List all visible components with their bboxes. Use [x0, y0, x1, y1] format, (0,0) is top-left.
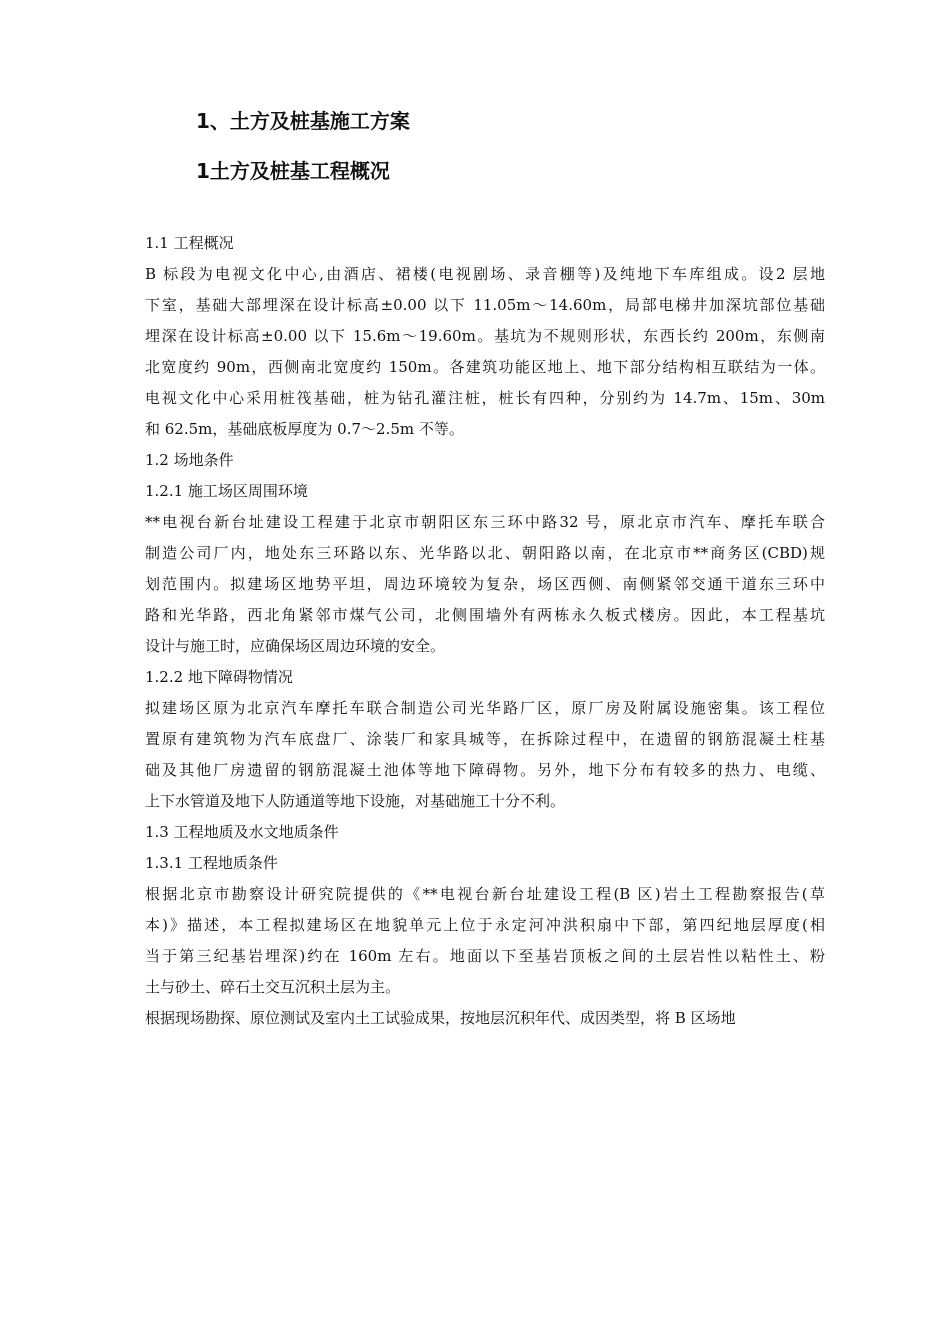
- paragraph-line: 上下水管道及地下人防通道等地下设施，对基础施工十分不利。: [145, 792, 566, 810]
- section-heading: 1.2 场地条件: [145, 451, 234, 469]
- paragraph-line: 拟建场区原为北京汽车摩托车联合制造公司光华路厂区，原厂房及附属设施密集。该工程位: [145, 699, 825, 717]
- paragraph-line: 埋深在设计标高±0.00 以下 15.6m～19.60m。基坑为不规则形状，东西长约 200m，东侧南: [145, 327, 825, 345]
- paragraph-line: 本)》描述，本工程拟建场区在地貌单元上位于永定河冲洪积扇中下部，第四纪地层厚度(相: [145, 916, 825, 934]
- paragraph-line: B 标段为电视文化中心,由酒店、裙楼(电视剧场、录音棚等)及纯地下车库组成。设2 层地: [145, 265, 825, 283]
- paragraph-line: 置原有建筑物为汽车底盘厂、涂装厂和家具城等，在拆除过程中，在遗留的钢筋混凝土柱基: [145, 730, 825, 748]
- paragraph-line: 础及其他厂房遗留的钢筋混凝土池体等地下障碍物。另外，地下分布有较多的热力、电缆、: [145, 761, 825, 779]
- paragraph: [145, 879, 825, 1003]
- paragraph-line: 根据现场勘探、原位测试及室内土工试验成果，按地层沉积年代、成因类型，将 B 区场地: [145, 1009, 736, 1027]
- paragraph-line: 土与砂土、碎石土交互沉积土层为主。: [145, 978, 401, 996]
- document-title: 1、土方及桩基施工方案: [196, 109, 410, 133]
- section-heading: 1.3 工程地质及水文地质条件: [145, 823, 339, 841]
- paragraph-line: 划范围内。拟建场区地势平坦，周边环境较为复杂，场区西侧、南侧紧邻交通干道东三环中: [145, 575, 825, 593]
- paragraph-line: 下室，基础大部埋深在设计标高±0.00 以下 11.05m～14.60m，局部电梯井加深坑部位基础: [145, 296, 825, 314]
- paragraph-line: 和 62.5m，基础底板厚度为 0.7～2.5m 不等。: [145, 420, 464, 438]
- paragraph: [145, 259, 825, 445]
- section-heading: 1.2.2 地下障碍物情况: [145, 668, 293, 686]
- paragraph-line: 当于第三纪基岩埋深)约在 160m 左右。地面以下至基岩顶板之间的土层岩性以粘性土、粉: [145, 947, 825, 965]
- paragraph-line: 电视文化中心采用桩筏基础，桩为钻孔灌注桩，桩长有四种，分别约为 14.7m、15m、30m: [145, 389, 825, 407]
- paragraph-line: 路和光华路，西北角紧邻市煤气公司，北侧围墙外有两栋永久板式楼房。因此，本工程基坑: [145, 606, 825, 624]
- section-heading: 1.2.1 施工场区周围环境: [145, 482, 308, 500]
- paragraph-line: 制造公司厂内，地处东三环路以东、光华路以北、朝阳路以南，在北京市**商务区(CBD)规: [145, 544, 825, 562]
- paragraph: [145, 693, 825, 817]
- paragraph-line: **电视台新台址建设工程建于北京市朝阳区东三环中路32 号，原北京市汽车、摩托车联合: [145, 513, 825, 531]
- paragraph-line: 根据北京市勘察设计研究院提供的《**电视台新台址建设工程(B 区)岩土工程勘察报告(草: [145, 885, 825, 903]
- paragraph: [145, 507, 825, 662]
- paragraph-line: 设计与施工时，应确保场区周边环境的安全。: [145, 637, 446, 655]
- section-heading: 1.1 工程概况: [145, 234, 234, 252]
- document-body: [145, 228, 825, 1034]
- document-subtitle: 1土方及桩基工程概况: [196, 159, 390, 183]
- section-heading: 1.3.1 工程地质条件: [145, 854, 278, 872]
- paragraph: [145, 1003, 825, 1034]
- paragraph-line: 北宽度约 90m，西侧南北宽度约 150m。各建筑功能区地上、地下部分结构相互联结为一体。: [145, 358, 825, 376]
